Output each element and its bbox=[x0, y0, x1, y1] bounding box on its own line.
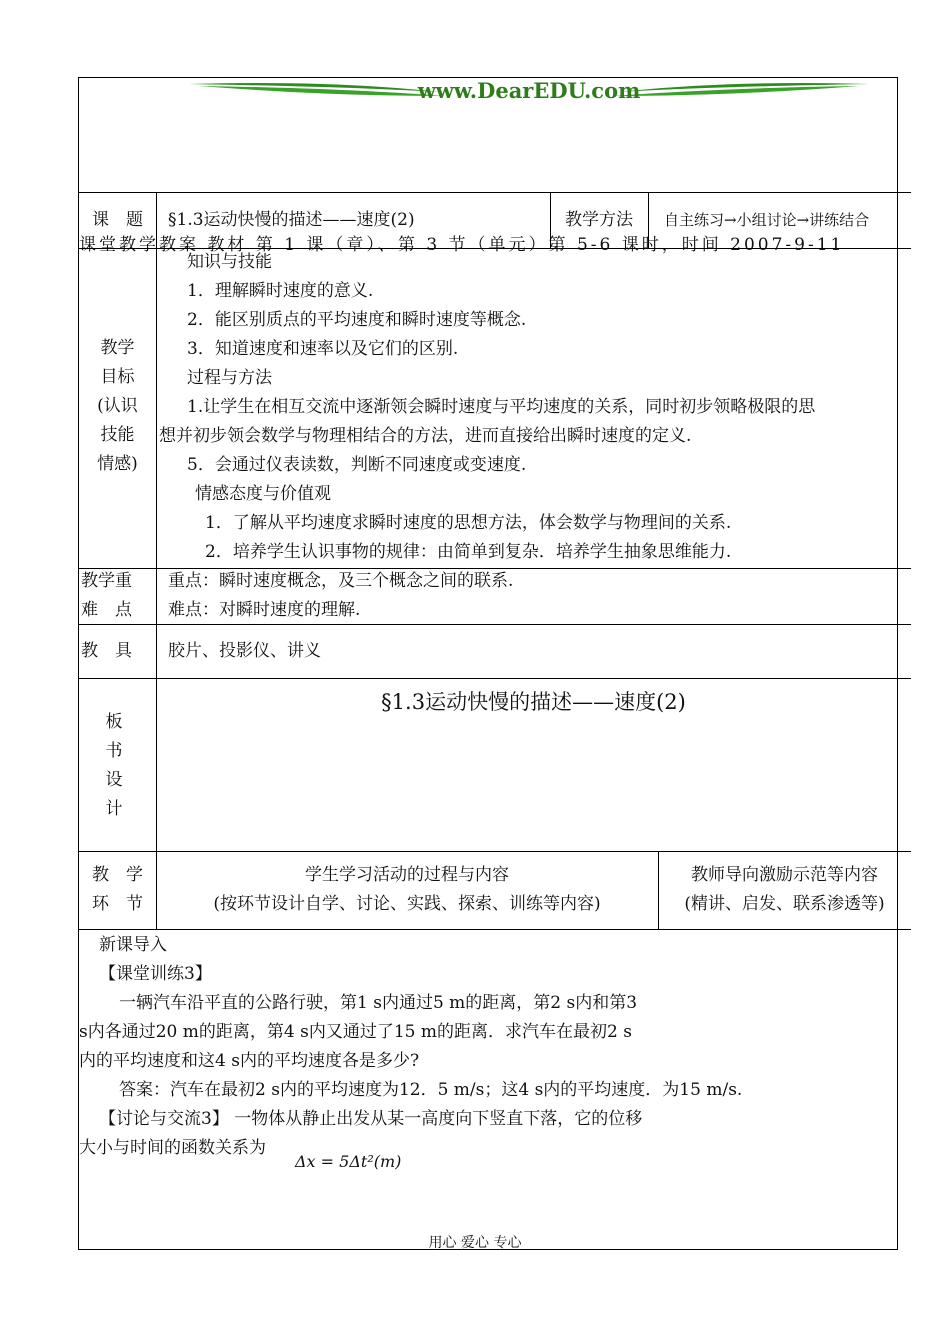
objective-line: 3．知道速度和速率以及它们的区别. bbox=[187, 339, 459, 359]
objective-line: 1．理解瞬时速度的意义. bbox=[187, 281, 374, 301]
objective-line: 5．会通过仪表读数，判断不同速度或变速度. bbox=[187, 455, 527, 475]
board-title: §1.3运动快慢的描述——速度(2) bbox=[381, 690, 686, 714]
content-intro: 新课导入 bbox=[99, 935, 167, 955]
content-exercise-heading: 【课堂训练3】 bbox=[99, 964, 212, 984]
content-answer: 答案：汽车在最初2 s内的平均速度为12．5 m/s；这4 s内的平均速度．为15 m/s. bbox=[119, 1080, 743, 1100]
lesson-plan-page bbox=[78, 77, 898, 1250]
objective-line: 想并初步领会数学与物理相结合的方法，进而直接给出瞬时速度的定义. bbox=[159, 426, 692, 446]
objective-line: 1．了解从平均速度求瞬时速度的思想方法，体会数学与物理间的关系. bbox=[205, 513, 732, 533]
content-line: s内各通过20 m的距离，第4 s内又通过了15 m的距离．求汽车在最初2 s bbox=[79, 1022, 632, 1042]
header-line: 课堂教学教案 教材 第 1 课（章）、第 3 节（单元）第 5-6 课时，时间 2007-9-11 bbox=[79, 235, 845, 255]
board-label: 板 书 设 计 bbox=[105, 712, 123, 819]
displacement-formula: Δx = 5Δt²(m) bbox=[295, 1152, 402, 1171]
key-point: 重点：瞬时速度概念，及三个概念之间的联系. bbox=[168, 571, 514, 591]
teacher-guidance-header: 教师导向激励示范等内容 (精讲、启发、联系渗透等) bbox=[684, 865, 885, 914]
topic-label: 课 题 bbox=[92, 210, 143, 230]
objective-line: 2．培养学生认识事物的规律：由简单到复杂．培养学生抽象思维能力. bbox=[205, 542, 732, 562]
objectives-label: 教学 目标 (认识 技能 情感) bbox=[97, 338, 138, 474]
content-line: 大小与时间的函数关系为 bbox=[79, 1138, 266, 1158]
difficult-point: 难点：对瞬时速度的理解. bbox=[168, 600, 361, 620]
content-discussion-heading: 【讨论与交流3】 一物体从静止出发从某一高度向下竖直下落，它的位移 bbox=[99, 1109, 643, 1129]
keypoints-label: 教学重 难 点 bbox=[81, 571, 132, 620]
objective-line: 2．能区别质点的平均速度和瞬时速度等概念. bbox=[187, 310, 527, 330]
dearedu-banner-logo bbox=[179, 78, 879, 110]
student-activity-header: 学生学习活动的过程与内容 (按环节设计自学、讨论、实践、探索、训练等内容) bbox=[213, 865, 601, 914]
objectives-heading-process: 过程与方法 bbox=[187, 368, 272, 388]
method-label: 教学方法 bbox=[565, 210, 633, 230]
method-value: 自主练习→小组讨论→讲练结合 bbox=[664, 211, 870, 229]
content-line: 内的平均速度和这4 s内的平均速度各是多少? bbox=[79, 1051, 420, 1071]
objective-line: 1.让学生在相互交流中逐渐领会瞬时速度与平均速度的关系，同时初步领略极限的思 bbox=[187, 397, 816, 417]
page-footer: 用心 爱心 专心 bbox=[428, 1235, 522, 1251]
tools-label: 教 具 bbox=[81, 641, 132, 661]
content-line: 一辆汽车沿平直的公路行驶，第1 s内通过5 m的距离，第2 s内和第3 bbox=[119, 993, 638, 1013]
tools-value: 胶片、投影仪、讲义 bbox=[168, 641, 321, 661]
steps-label: 教 学 环 节 bbox=[92, 865, 143, 914]
svg-text:www.DearEDU.com: www.DearEDU.com bbox=[417, 78, 641, 103]
topic-value: §1.3运动快慢的描述——速度(2) bbox=[168, 210, 415, 230]
objectives-heading-knowledge: 知识与技能 bbox=[187, 252, 272, 272]
objectives-heading-attitude: 情感态度与价值观 bbox=[195, 484, 331, 504]
